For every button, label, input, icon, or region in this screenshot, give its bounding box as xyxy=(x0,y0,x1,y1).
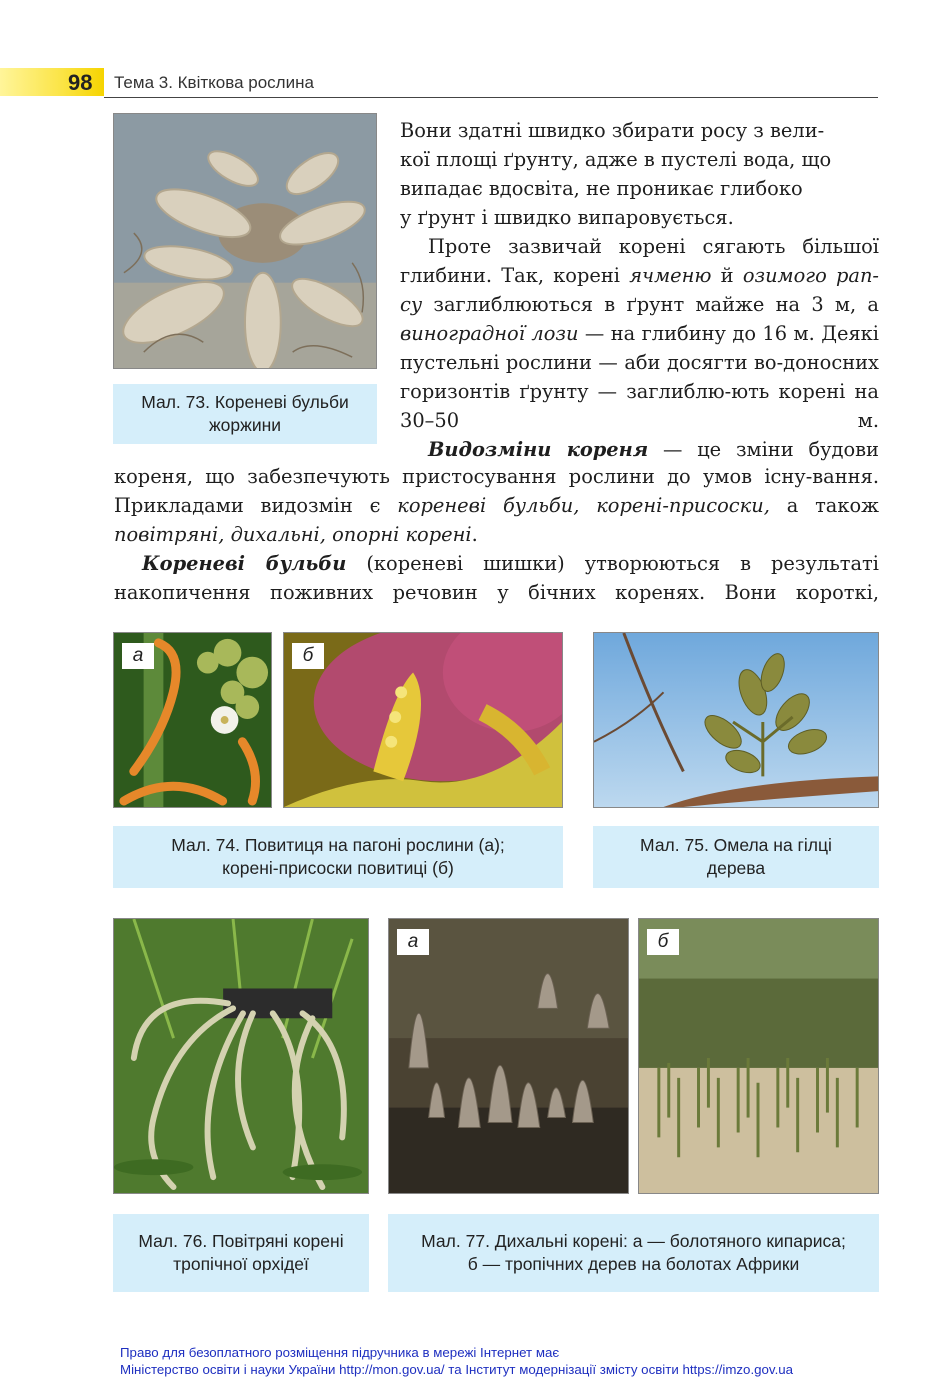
paragraph: кореня, що забезпечують пристосування рослини до умов існу-вання. Прикладами видозмін є кореневі бульби, корені-присоски, а також повітряні, дихальні, опорні корені. xyxy=(114,465,879,546)
photo-orchid-aerial-roots xyxy=(113,918,369,1194)
photo-cypress-knees xyxy=(388,918,629,1194)
photo-label-b: б xyxy=(292,643,324,669)
caption-fig-77: Мал. 77. Дихальні корені: а — болотяного кипариса; б — тропічних дерев на болотах Африки xyxy=(388,1214,879,1292)
photo-label-a: а xyxy=(397,929,429,955)
body-text-lower xyxy=(114,462,879,607)
paragraph: Вони здатні швидко збирати росу з вели- кої площі ґрунту, адже в пустелі вода, що випадає вдосвіта, не проникає глибоко у ґрунт і швидко випаровується. xyxy=(400,119,832,229)
caption-fig-76: Мал. 76. Повітряні корені тропічної орхідеї xyxy=(113,1214,369,1292)
paragraph: Проте зазвичай корені сягають більшої глибини. Так, корені ячменю й озимого рап-су заглиблюються в ґрунт майже на 3 м, а виноградної лози — на глибину до 16 м. Деякі пустельні рослини — аби досягти во-доносних горизонтів ґрунту — заглиблю-ють корені на 30–50 м. xyxy=(400,235,879,432)
paragraph: Видозміни кореня — це зміни будови xyxy=(428,438,879,461)
footer-line: Право для безоплатного розміщення підручника в мережі Інтернет має xyxy=(120,1345,560,1360)
photo-mistletoe-on-branch xyxy=(593,632,879,808)
caption-fig-75: Мал. 75. Омела на гілці дерева xyxy=(593,826,879,888)
photo-mangrove-pneumatophores xyxy=(638,918,879,1194)
chapter-title: Тема 3. Квіткова рослина xyxy=(114,73,314,92)
paragraph: Кореневі бульби (кореневі шишки) утворюються в результаті накопичення поживних речовин у бічних коренях. Вони короткі, xyxy=(114,552,879,604)
header-divider xyxy=(104,97,878,98)
page-number: 98 xyxy=(68,70,93,95)
caption-fig-74: Мал. 74. Повитиця на пагоні рослини (а); корені-присоски повитиці (б) xyxy=(113,826,563,888)
photo-dodder-on-shoot xyxy=(113,632,272,808)
photo-label-a: а xyxy=(122,643,154,669)
footer-line: Міністерство освіти і науки України http://mon.gov.ua/ та Інститут модернізації змісту освіти https://imzo.gov.ua xyxy=(120,1362,794,1377)
photo-label-b: б xyxy=(647,929,679,955)
caption-fig-73: Мал. 73. Кореневі бульби жоржини xyxy=(113,384,377,444)
photo-dodder-haustoria xyxy=(283,632,563,808)
footer-license-notice xyxy=(120,1344,793,1378)
photo-dahlia-tubers xyxy=(113,113,377,369)
body-text-upper xyxy=(400,116,879,464)
